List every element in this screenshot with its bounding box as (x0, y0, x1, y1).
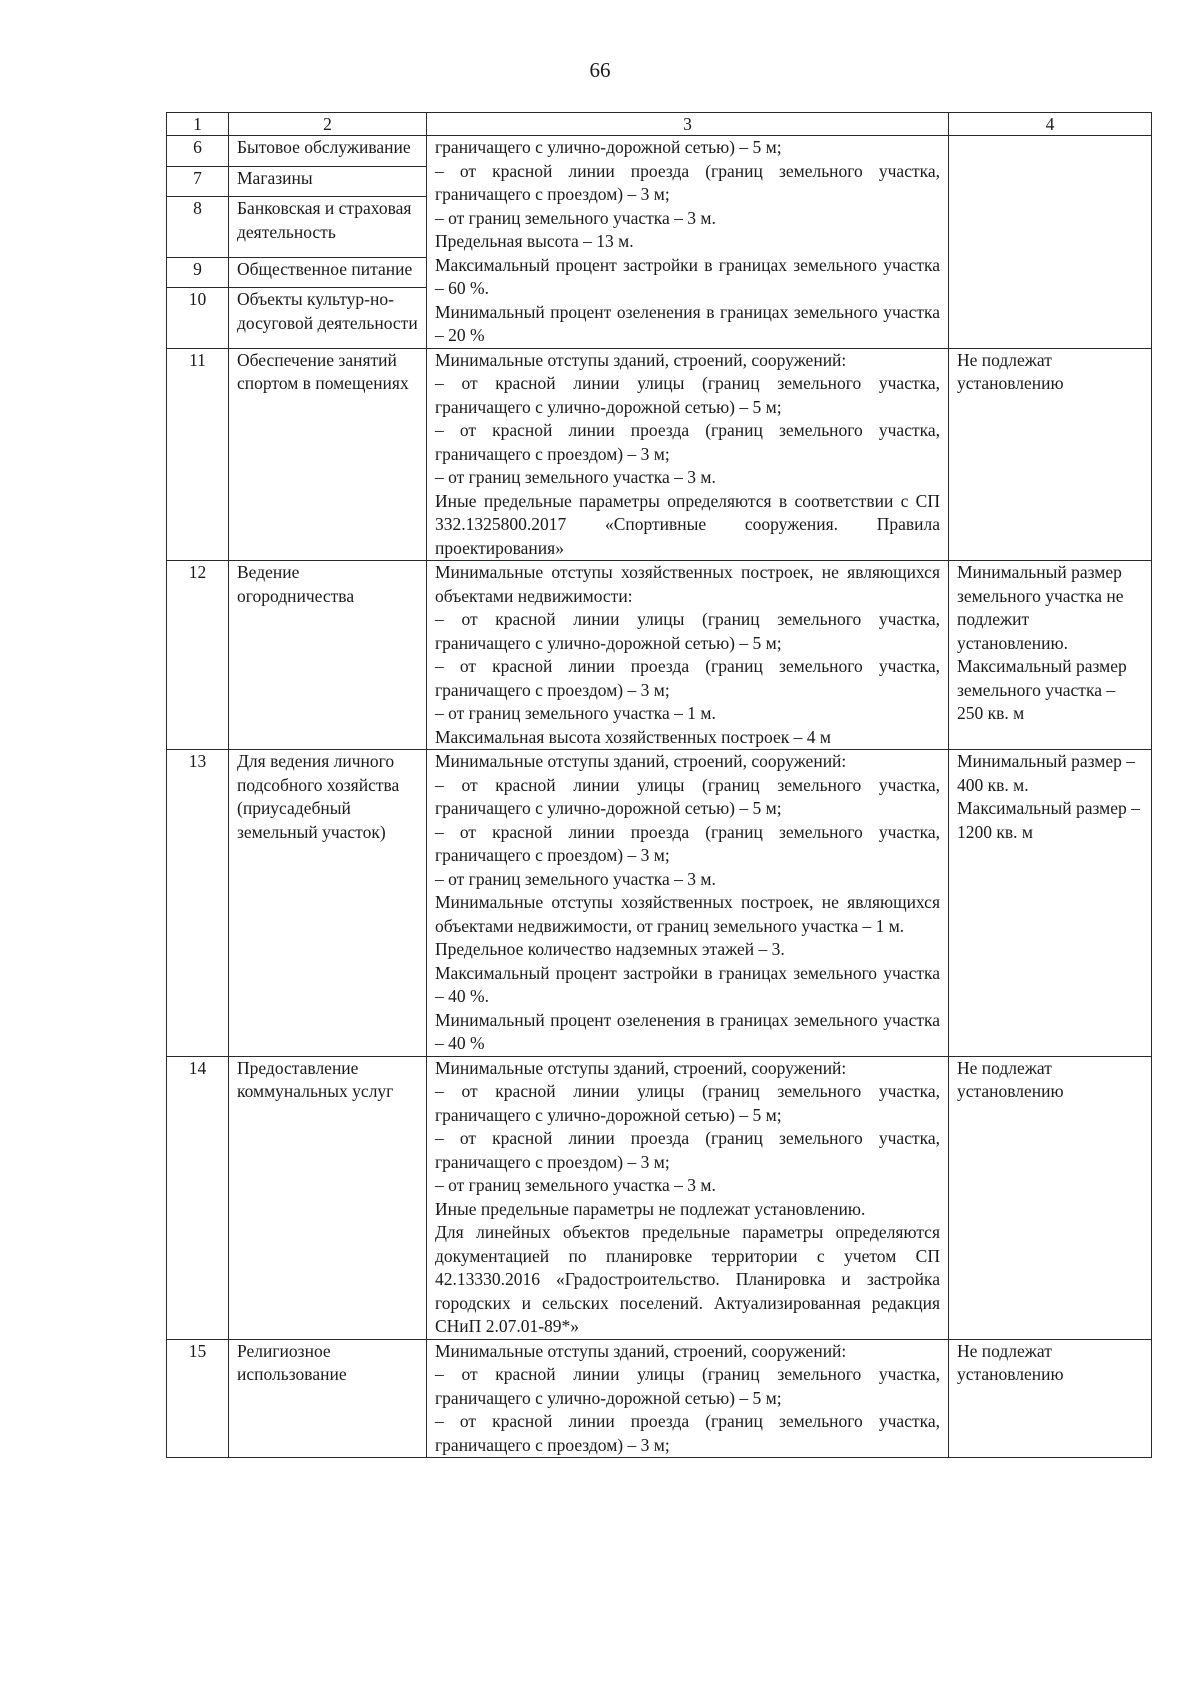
parameters-cell (427, 561, 949, 750)
page-number: 66 (589, 58, 611, 82)
parameter-line: – от красной линии проезда (границ земельного участка, граничащего с проездом) – 3 м; (435, 1128, 940, 1172)
parameter-line: Максимальный процент застройки в границах земельного участка – 40 %. (435, 962, 940, 1006)
table-row (167, 1339, 1152, 1458)
table-row (167, 136, 1152, 167)
parameter-line: Предельная высота – 13 м. (435, 231, 634, 251)
parameter-line: Минимальные отступы зданий, строений, сооружений: (435, 1057, 847, 1078)
area-size-cell: Не подлежат установлению (949, 1056, 1152, 1339)
parameters-cell (427, 1056, 949, 1339)
row-number: 10 (167, 288, 229, 348)
row-number: 9 (167, 257, 229, 288)
land-use-name: Ведение огородничества (229, 561, 427, 750)
parameter-line: Минимальные отступы зданий, строений, сооружений: (435, 1340, 847, 1361)
row-number: 13 (167, 750, 229, 1057)
row-number: 12 (167, 561, 229, 750)
parameter-line: Минимальный процент озеленения в границах земельного участка – 20 % (435, 301, 940, 345)
land-use-name: Магазины (229, 166, 427, 197)
parameter-line: – от красной линии улицы (границ земельного участка, граничащего с улично-дорожной сетью) – 5 м; (435, 373, 940, 417)
land-use-name: Банковская и страховая деятельность (229, 197, 427, 257)
row-number: 8 (167, 197, 229, 257)
parameters-cell (427, 750, 949, 1057)
land-use-name: Обеспечение занятий спортом в помещениях (229, 348, 427, 561)
row-number: 7 (167, 166, 229, 197)
parameter-line: – от границ земельного участка – 3 м. (435, 467, 716, 487)
row-number: 14 (167, 1056, 229, 1339)
land-use-name: Предоставление коммунальных услуг (229, 1056, 427, 1339)
column-header: 2 (229, 113, 427, 136)
column-header: 1 (167, 113, 229, 136)
land-use-name: Общественное питание (229, 257, 427, 288)
group-area-cell (949, 136, 1152, 349)
land-use-name: Для ведения личного подсобного хозяйства (приусадебный земельный участок) (229, 750, 427, 1057)
row-number: 6 (167, 136, 229, 167)
table-header-row (167, 113, 1152, 136)
parameter-line: Максимальный процент застройки в границах земельного участка – 60 %. (435, 254, 940, 298)
parameter-line: – от границ земельного участка – 3 м. (435, 1175, 716, 1195)
regulations-table (166, 112, 1152, 1458)
parameter-line: Минимальный процент озеленения в границах земельного участка – 40 % (435, 1009, 940, 1053)
parameter-line: – от красной линии проезда (границ земельного участка, граничащего с проездом) – 3 м; (435, 420, 940, 464)
parameter-line: граничащего с улично-дорожной сетью) – 5 м; (435, 137, 782, 157)
group-parameters-cell (427, 136, 949, 349)
parameter-line: – от красной линии улицы (границ земельного участка, граничащего с улично-дорожной сетью) – 5 м; (435, 609, 940, 653)
parameter-line: Для линейных объектов предельные параметры определяются документацией по планировке территории с учетом СП 42.13330.2016 «Градостроительство. Планировка и застройка городских и сельских поселений. Актуализированная редакция СНиП 2.07.01-89*» (435, 1222, 940, 1336)
parameter-line: – от красной линии улицы (границ земельного участка, граничащего с улично-дорожной сетью) – 5 м; (435, 1081, 940, 1125)
parameters-cell (427, 1339, 949, 1458)
table-row (167, 1056, 1152, 1339)
area-size-cell: Минимальный размер – 400 кв. м. Максимальный размер – 1200 кв. м (949, 750, 1152, 1057)
table-row (167, 750, 1152, 1057)
land-use-name: Религиозное использование (229, 1339, 427, 1458)
parameter-line: Максимальная высота хозяйственных построек – 4 м (435, 726, 831, 747)
land-use-name: Бытовое обслуживание (229, 136, 427, 167)
parameter-line: – от красной линии проезда (границ земельного участка, граничащего с проездом) – 3 м; (435, 656, 940, 700)
parameter-line: – от границ земельного участка – 1 м. (435, 703, 716, 723)
row-number: 15 (167, 1339, 229, 1458)
parameter-line: Иные предельные параметры не подлежат установлению. (435, 1198, 866, 1219)
area-size-cell: Не подлежат установлению (949, 348, 1152, 561)
column-header: 4 (949, 113, 1152, 136)
parameter-line: – от красной линии проезда (границ земельного участка, граничащего с проездом) – 3 м; (435, 821, 940, 865)
parameter-line: – от красной линии улицы (границ земельного участка, граничащего с улично-дорожной сетью) – 5 м; (435, 774, 940, 818)
land-use-name: Объекты культур-но-досуговой деятельности (229, 288, 427, 348)
table-row (167, 348, 1152, 561)
area-size-cell: Минимальный размер земельного участка не подлежит установлению. Максимальный размер земельного участка – 250 кв. м (949, 561, 1152, 750)
parameter-line: Минимальные отступы зданий, строений, сооружений: (435, 751, 847, 771)
table-row (167, 561, 1152, 750)
parameter-line: Минимальные отступы хозяйственных построек, не являющихся объектами недвижимости: (435, 562, 940, 606)
parameter-line: – от границ земельного участка – 3 м. (435, 207, 716, 228)
parameters-cell (427, 348, 949, 561)
parameter-line: – от красной линии улицы (границ земельного участка, граничащего с улично-дорожной сетью) – 5 м; (435, 1364, 940, 1408)
parameter-line: Минимальные отступы хозяйственных построек, не являющихся объектами недвижимости, от границ земельного участка – 1 м. (435, 892, 940, 936)
parameter-line: – от границ земельного участка – 3 м. (435, 868, 716, 889)
parameter-line: Предельное количество надземных этажей – 3. (435, 939, 785, 959)
row-number: 11 (167, 348, 229, 561)
column-header: 3 (427, 113, 949, 136)
parameter-line: Иные предельные параметры определяются в соответствии с СП 332.1325800.2017 «Спортивные сооружения. Правила проектирования» (435, 490, 940, 558)
area-size-cell: Не подлежат установлению (949, 1339, 1152, 1458)
parameter-line: Минимальные отступы зданий, строений, сооружений: (435, 349, 847, 370)
parameter-line: – от красной линии проезда (границ земельного участка, граничащего с проездом) – 3 м; (435, 160, 940, 204)
parameter-line: – от красной линии проезда (границ земельного участка, граничащего с проездом) – 3 м; (435, 1411, 940, 1455)
